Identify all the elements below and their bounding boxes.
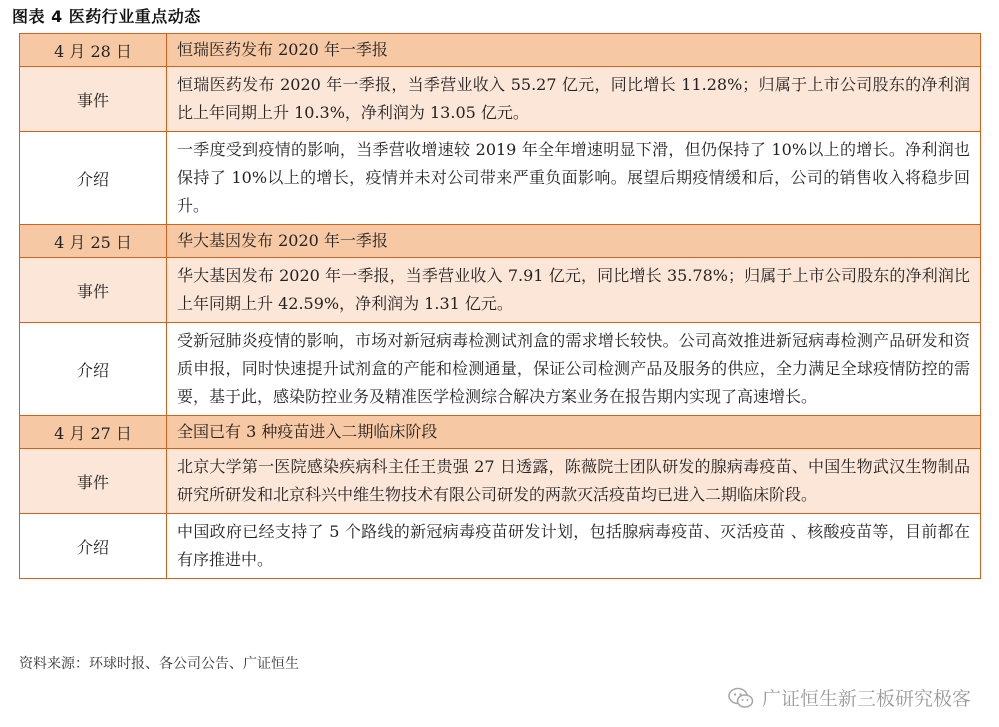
event-row xyxy=(20,67,981,132)
intro-label: 介绍 xyxy=(20,323,167,416)
date-cell: 4 月 28 日 xyxy=(20,34,167,67)
event-label: 事件 xyxy=(20,258,167,323)
section-header-row xyxy=(20,34,981,67)
event-row xyxy=(20,449,981,514)
headline-cell: 全国已有 3 种疫苗进入二期临床阶段 xyxy=(167,416,981,449)
event-text: 恒瑞医药发布 2020 年一季报，当季营业收入 55.27 亿元，同比增长 11.28%；归属于上市公司股东的净利润比上年同期上升 10.3%，净利润为 13.05 亿元。 xyxy=(167,67,981,132)
headline-cell: 华大基因发布 2020 年一季报 xyxy=(167,225,981,258)
event-text: 北京大学第一医院感染疾病科主任王贵强 27 日透露，陈薇院士团队研发的腺病毒疫苗、中国生物武汉生物制品研究所研发和北京科兴中维生物技术有限公司研发的两款灭活疫苗均已进入二期临床阶段。 xyxy=(167,449,981,514)
event-text: 华大基因发布 2020 年一季报，当季营业收入 7.91 亿元，同比增长 35.78%；归属于上市公司股东的净利润比上年同期上升 42.59%，净利润为 1.31 亿元。 xyxy=(167,258,981,323)
intro-label: 介绍 xyxy=(20,514,167,579)
date-cell: 4 月 25 日 xyxy=(20,225,167,258)
source-note: 资料来源：环球时报、各公司公告、广证恒生 xyxy=(19,656,299,672)
figure-caption: 图表 4 医药行业重点动态 xyxy=(12,7,201,26)
section-header-row xyxy=(20,225,981,258)
intro-row xyxy=(20,323,981,416)
headline-cell: 恒瑞医药发布 2020 年一季报 xyxy=(167,34,981,67)
section-header-row xyxy=(20,416,981,449)
watermark xyxy=(728,684,971,711)
date-cell: 4 月 27 日 xyxy=(20,416,167,449)
event-row xyxy=(20,258,981,323)
intro-text: 受新冠肺炎疫情的影响，市场对新冠病毒检测试剂盒的需求增长较快。公司高效推进新冠病毒检测产品研发和资质申报，同时快速提升试剂盒的产能和检测通量，保证公司检测产品及服务的供应，全力满足全球疫情防控的需要，基于此，感染防控业务及精准医学检测综合解决方案业务在报告期内实现了高速增长。 xyxy=(167,323,981,416)
intro-row xyxy=(20,514,981,579)
intro-text: 中国政府已经支持了 5 个路线的新冠病毒疫苗研发计划，包括腺病毒疫苗、灭活疫苗 、核酸疫苗等，目前都在有序推进中。 xyxy=(167,514,981,579)
watermark-text: 广证恒生新三板研究极客 xyxy=(761,688,971,710)
wechat-icon xyxy=(728,687,754,709)
event-label: 事件 xyxy=(20,449,167,514)
news-table xyxy=(19,33,981,579)
event-label: 事件 xyxy=(20,67,167,132)
intro-row xyxy=(20,132,981,225)
intro-text: 一季度受到疫情的影响，当季营收增速较 2019 年全年增速明显下滑，但仍保持了 10%以上的增长。净利润也保持了 10%以上的增长，疫情并未对公司带来严重负面影响。展望后期疫情缓和后，公司的销售收入将稳步回升。 xyxy=(167,132,981,225)
intro-label: 介绍 xyxy=(20,132,167,225)
